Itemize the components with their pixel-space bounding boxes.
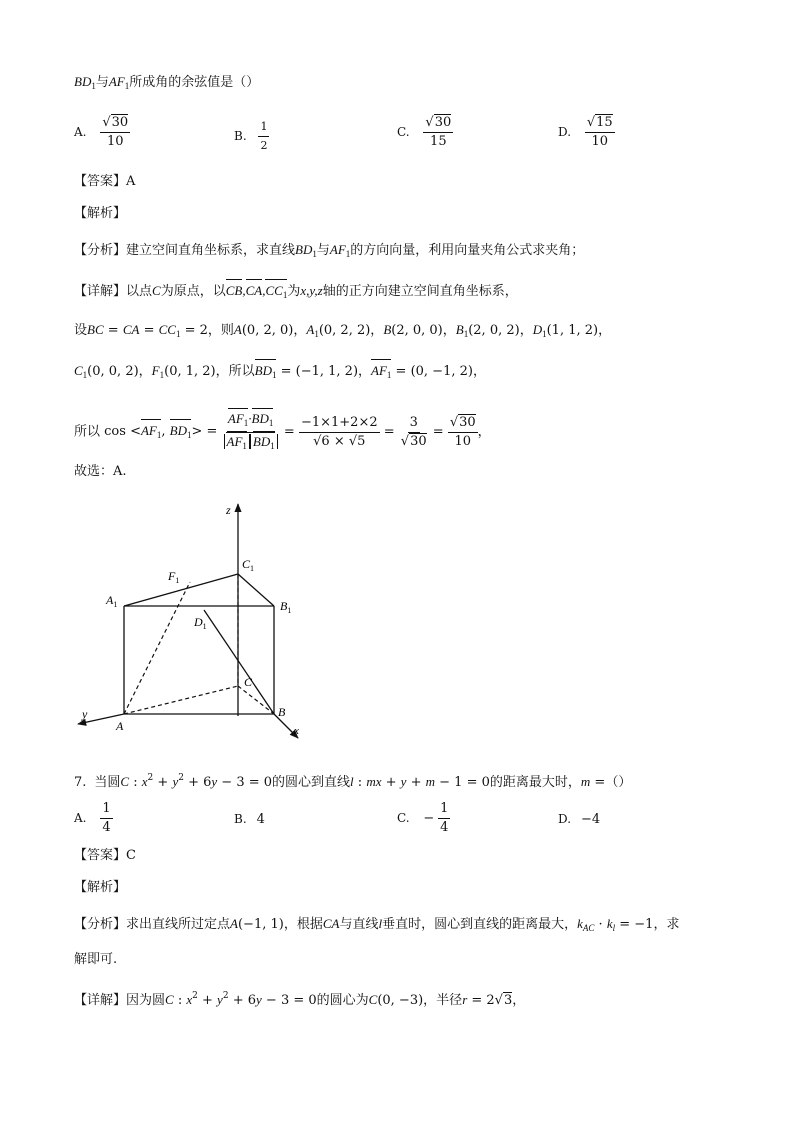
answer-tag: 【答案】	[74, 848, 127, 863]
label-y: y	[82, 707, 88, 721]
q7-stem: 7. 当圆C : $x^2 + y^2 + 6y - 3 = 0$的圆心到直线l : mx + y + m − 1 = 0的距离最大时，m =（）	[74, 773, 632, 790]
q6-option-b: B. $\frac{1}{2}$	[234, 120, 268, 152]
q6-answer	[74, 172, 135, 192]
q7-fenxi-cont: 解即可.	[74, 952, 118, 967]
q6-af1: $AF_1$	[108, 74, 130, 91]
q6-stem-tail: 所成角的余弦值是（）	[129, 75, 260, 90]
q6-stem-connector: 与	[95, 75, 109, 90]
q6-option-c: C. $\frac{√30}{15}$	[397, 115, 452, 149]
q7-answer	[74, 846, 136, 866]
label-c: C	[244, 675, 253, 689]
label-a1: $A_1$	[106, 593, 118, 609]
label-d1: $D_1$	[194, 615, 207, 631]
q6-analysis-tag: 【解析】	[74, 206, 127, 221]
q6-option-d: D. $\frac{√15}{10}$	[558, 115, 613, 149]
q7-option-d: D. −4	[558, 812, 601, 827]
label-b: B	[278, 705, 286, 719]
q7-detail: 【详解】因为圆C : $x^2 + y^2 + 6y - 3 = 0$的圆心为C(0, −3)，半径r = 2√3，	[74, 991, 526, 1008]
q6-stem	[74, 72, 259, 96]
q7-option-b: B. 4	[234, 812, 265, 827]
q6-detail: 【详解】以点C为原点，以$CB,CA,CC_1$为x,y,z轴的正方向建立空间直角坐标系，	[74, 281, 518, 305]
q6-bd1: $BD_1$	[74, 74, 96, 91]
answer-value: A	[126, 174, 136, 189]
q6-option-a: A. $\frac{√30}{10}$	[74, 115, 129, 149]
q6-choose: 故选：A.	[74, 464, 127, 479]
answer-tag: 【答案】	[74, 174, 127, 189]
q7-analysis-tag: 【解析】	[74, 880, 127, 895]
edge-c-b	[238, 686, 274, 714]
q6-cos-formula: 所以 $\cos <AF_1$, $BD_1>$ = $\frac{AF_1\cdot BD_1}{AF_1 BD_1}$ = $\frac{-1\times 1+2\times 2}{√6 \times √5}$ = $\frac{3}{√30}$ = $\frac{√30}{10}$ ，	[74, 410, 491, 455]
q6-fenxi: 【分析】建立空间直角坐标系，求直线$BD_1$与$AF_1$的方向向量，利用向量夹角公式求夹角；	[74, 242, 585, 259]
segment-a-f1	[124, 582, 190, 714]
segment-d1-b	[204, 610, 274, 714]
edge-c1-b1	[238, 574, 274, 606]
label-f1: $F_1$	[168, 569, 180, 585]
answer-value: C	[126, 848, 136, 863]
q6-coords-2: $C_1(0$, 0, 2)，$F_1(0$, 1, 2)，所以$BD_1 = (-1$, 1, 2)，$AF_1 = (0$, −1, 2)，	[74, 361, 486, 385]
q6-coords-1: 设BC = CA = $CC_1 = 2$，则A(0, 2, 0)，$A_1(0$, 2, 2)，B(2, 0, 0)，$B_1(2$, 0, 2)，$D_1(1$, 1, 2)，	[74, 322, 612, 339]
label-x: x	[294, 725, 299, 737]
q7-option-a: A. $\frac{1}{4}$	[74, 801, 111, 835]
q7-option-c: C. − $\frac{1}{4}$	[397, 801, 449, 835]
edge-a-c	[124, 686, 238, 714]
label-a: A	[116, 719, 124, 733]
label-b1: $B_1$	[280, 599, 292, 615]
q7-fenxi: 【分析】求出直线所过定点A(−1, 1)，根据CA与直线l垂直时，圆心到直线的距离最大，$k_{AC} \cdot k_l = -1$，求	[74, 916, 680, 933]
label-z: z	[226, 503, 231, 517]
label-c1: $C_1$	[242, 557, 255, 573]
prism-figure	[70, 498, 350, 748]
